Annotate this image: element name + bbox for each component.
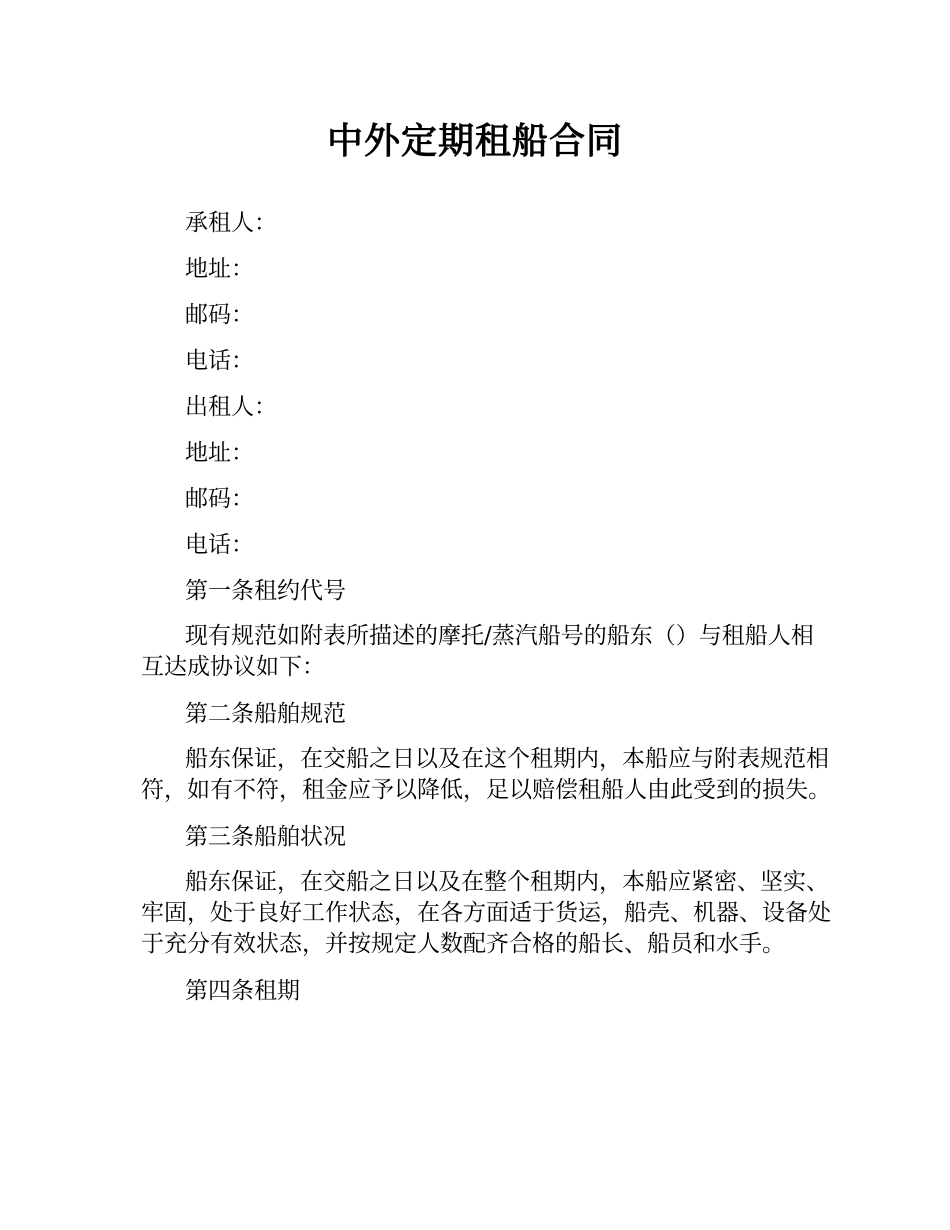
lessee-phone-label: 电话：	[185, 348, 254, 374]
article-body: 现有规范如附表所描述的摩托/蒸汽船号的船东（）与租船人相互达成协议如下：	[141, 623, 814, 680]
document-body	[141, 200, 831, 1014]
article-body: 船东保证，在交船之日以及在整个租期内，本船应紧密、坚实、牢固，处于良好工作状态，在各方面适于货运，船壳、机器、设备处于充分有效状态，并按规定人数配齐合格的船长、船员和水手。	[141, 869, 831, 957]
lessee-address-label: 地址：	[185, 256, 254, 282]
lessor-phone-label: 电话：	[185, 532, 254, 558]
article-heading: 第四条租期	[185, 978, 300, 1004]
lessee-postcode-label: 邮码：	[185, 302, 254, 328]
lessor-label: 出租人：	[185, 394, 277, 420]
lessee-label: 承租人：	[185, 210, 277, 236]
article-body: 船东保证，在交船之日以及在这个租期内，本船应与附表规范相符，如有不符，租金应予以降低，足以赔偿租船人由此受到的损失。	[141, 746, 831, 803]
document-title: 中外定期租船合同	[326, 121, 623, 162]
article-heading: 第二条船舶规范	[185, 701, 346, 727]
lessor-postcode-label: 邮码：	[185, 486, 254, 512]
article-heading: 第一条租约代号	[185, 578, 346, 604]
lessor-address-label: 地址：	[185, 440, 254, 466]
article-heading: 第三条船舶状况	[185, 824, 346, 850]
